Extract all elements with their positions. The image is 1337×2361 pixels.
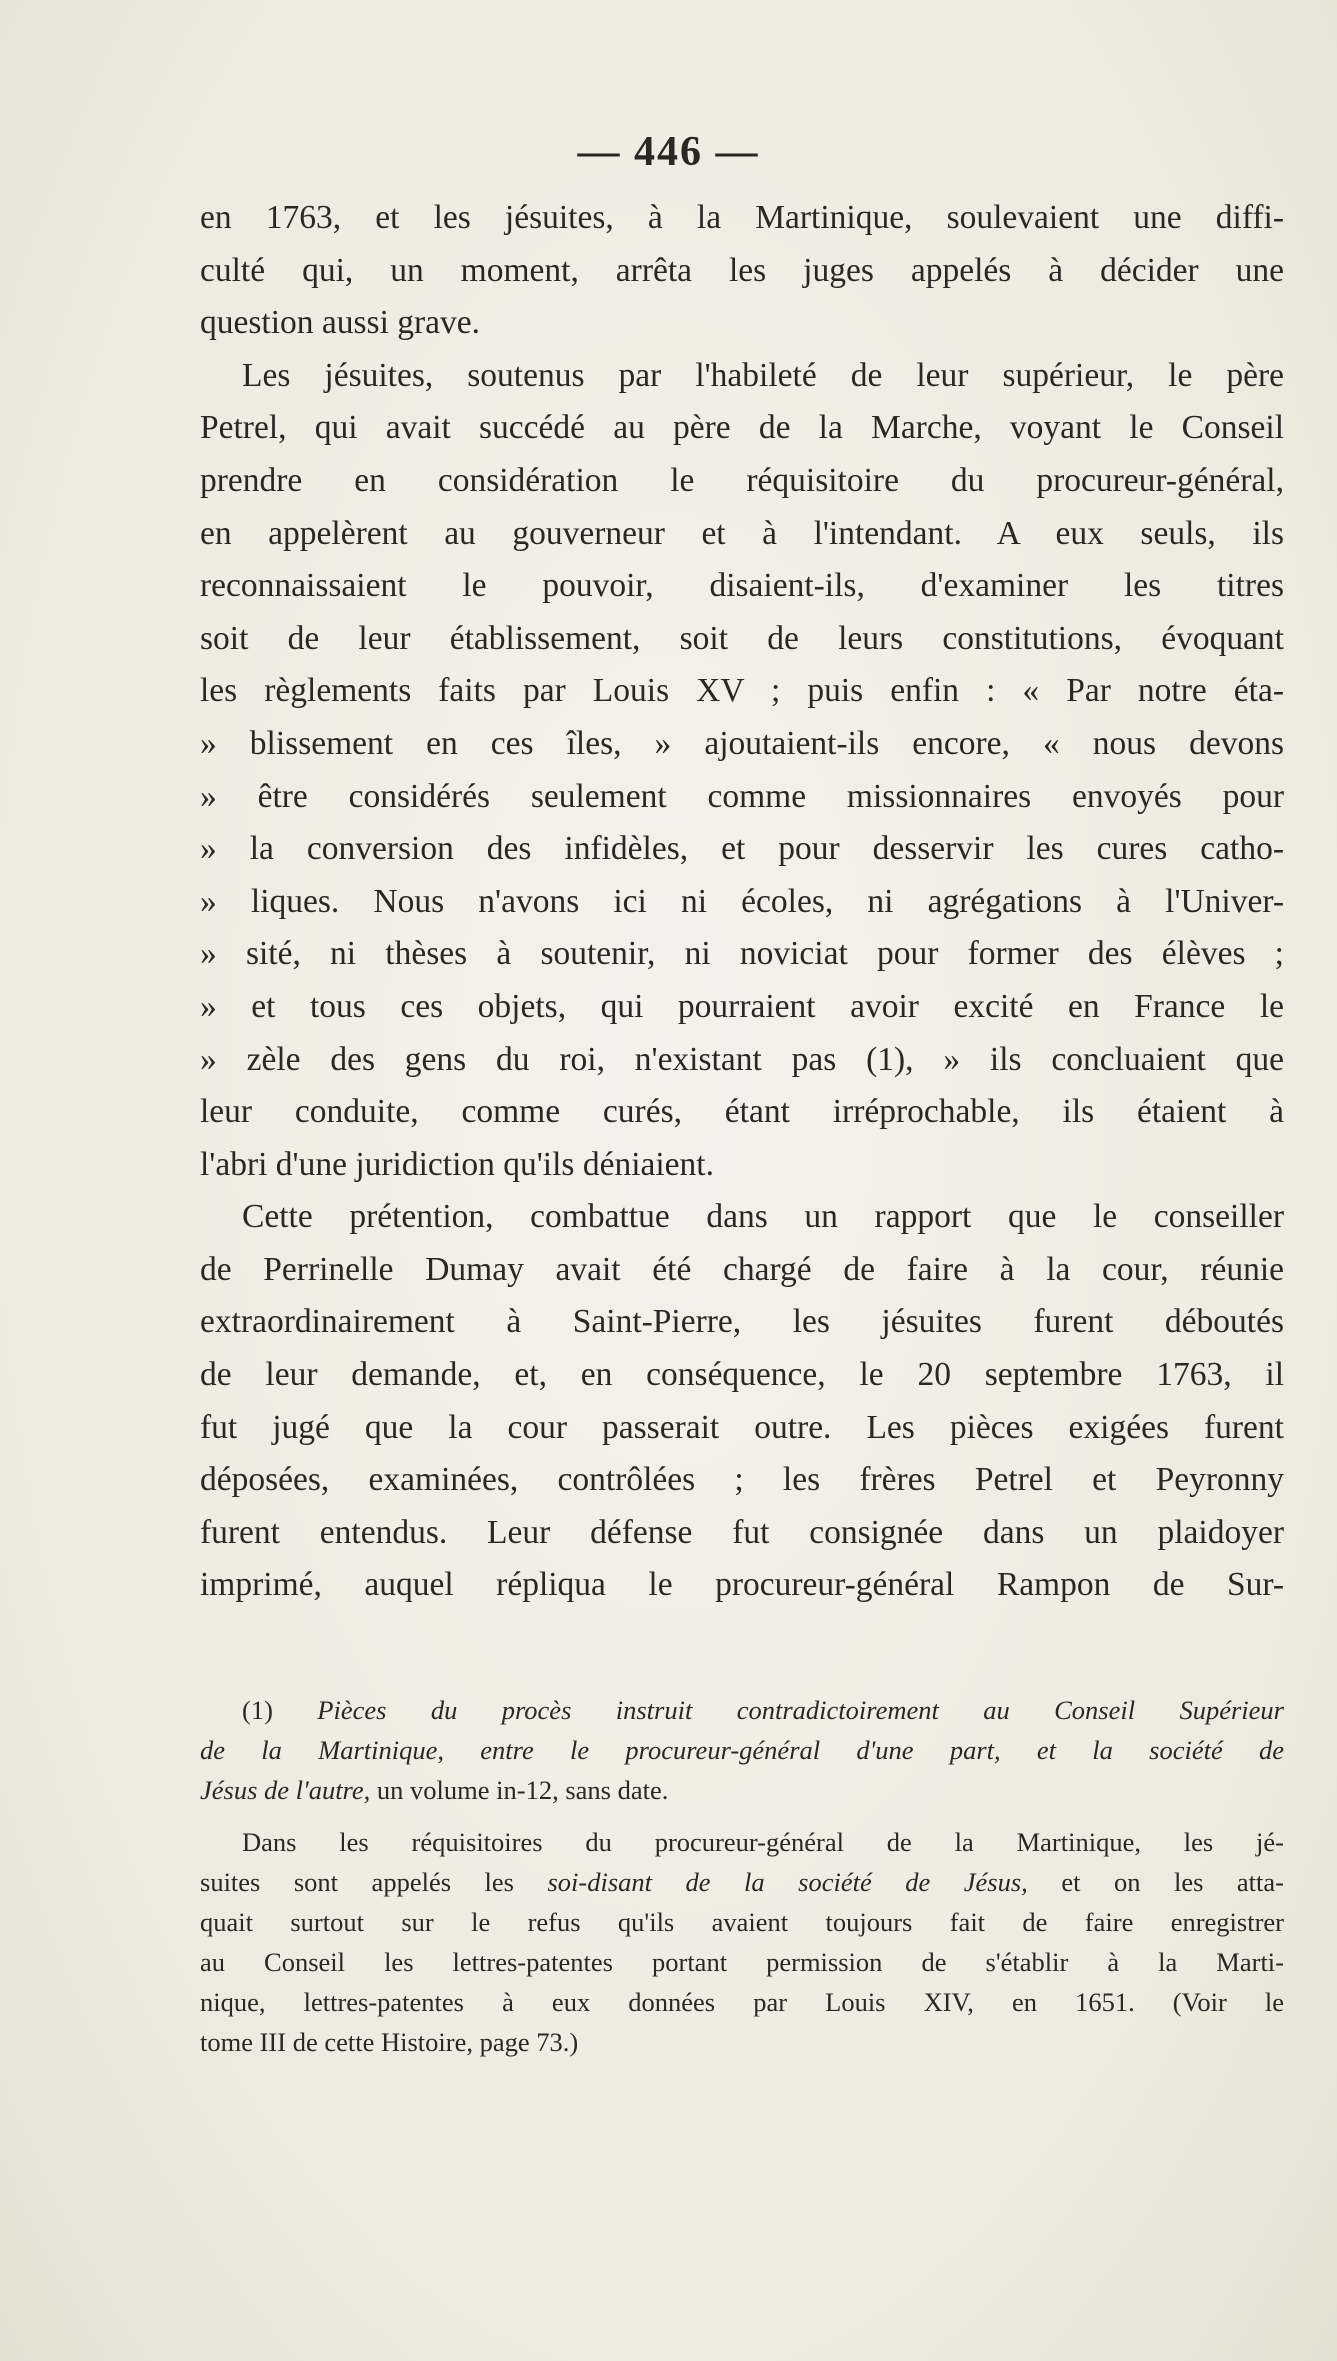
footnote-line (200, 1942, 1284, 1982)
text-line: les règlements faits par Louis XV ; puis enfin : « Par notre éta- (200, 672, 1284, 710)
page-number: — 446 — (577, 129, 760, 175)
footnote-text: (1) (242, 1695, 318, 1725)
footnote-line (200, 1982, 1284, 2022)
text-line: fut jugé que la cour passerait outre. Les pièces exigées furent (200, 1408, 1284, 1446)
footnote-line (200, 1862, 1284, 1902)
footnote-text: tome III de cette Histoire, page 73.) (200, 2027, 579, 2057)
footnote-text: quait surtout sur le refus qu'ils avaient toujours fait de faire enregistrer (200, 1907, 1284, 1937)
italic-text: Pièces du procès instruit contradictoirement au Conseil Supérieur (317, 1695, 1284, 1725)
text-line: déposées, examinées, contrôlées ; les frères Petrel et Peyronny (200, 1461, 1284, 1499)
text-line: » sité, ni thèses à soutenir, ni noviciat pour former des élèves ; (200, 935, 1284, 973)
text-line: Cette prétention, combattue dans un rapport que le conseiller (242, 1198, 1284, 1236)
text-line: culté qui, un moment, arrêta les juges appelés à décider une (200, 251, 1284, 289)
text-line: furent entendus. Leur défense fut consignée dans un plaidoyer (200, 1513, 1284, 1551)
text-line: de Perrinelle Dumay avait été chargé de faire à la cour, réunie (200, 1250, 1284, 1288)
footnote-text: nique, lettres-patentes à eux données par Louis XIV, en 1651. (Voir le (200, 1987, 1284, 2017)
text-line: leur conduite, comme curés, étant irréprochable, ils étaient à (200, 1093, 1284, 1131)
text-line: reconnaissaient le pouvoir, disaient-ils, d'examiner les titres (200, 567, 1284, 605)
text-line: » zèle des gens du roi, n'existant pas (1), » ils concluaient que (200, 1040, 1284, 1078)
text-line: » blissement en ces îles, » ajoutaient-ils encore, « nous devons (200, 724, 1284, 762)
italic-text: Jésus de l'autre, (200, 1775, 371, 1805)
text-line: de leur demande, et, en conséquence, le 20 septembre 1763, il (200, 1356, 1284, 1394)
text-line: Les jésuites, soutenus par l'habileté de leur supérieur, le père (242, 356, 1284, 394)
text-line: en appelèrent au gouverneur et à l'intendant. A eux seuls, ils (200, 514, 1284, 552)
text-line: » liques. Nous n'avons ici ni écoles, ni agrégations à l'Univer- (200, 882, 1284, 920)
text-line: extraordinairement à Saint-Pierre, les jésuites furent déboutés (200, 1303, 1284, 1341)
footnote-text: suites sont appelés les (200, 1867, 548, 1897)
footnote-line (200, 1902, 1284, 1942)
footnote-text: et on les atta- (1027, 1867, 1284, 1897)
footnote-line (200, 1730, 1284, 1770)
footnote (200, 1690, 1284, 2062)
footnote-text: au Conseil les lettres-patentes portant permission de s'établir à la Marti- (200, 1947, 1284, 1977)
text-line: l'abri d'une juridiction qu'ils déniaient. (200, 1145, 714, 1183)
text-line: » être considérés seulement comme missionnaires envoyés pour (200, 777, 1284, 815)
italic-text: soi-disant de la société de Jésus, (547, 1867, 1028, 1897)
text-line: » et tous ces objets, qui pourraient avoir excité en France le (200, 987, 1284, 1025)
text-line: soit de leur établissement, soit de leurs constitutions, évoquant (200, 619, 1284, 657)
italic-text: de la Martinique, entre le procureur-général d'une part, et la société de (200, 1735, 1284, 1765)
text-line: imprimé, auquel répliqua le procureur-général Rampon de Sur- (200, 1566, 1284, 1604)
text-line: » la conversion des infidèles, et pour desservir les cures catho- (200, 830, 1284, 868)
footnote-line (200, 1770, 1284, 1810)
main-text (200, 192, 1284, 1612)
text-line: Petrel, qui avait succédé au père de la Marche, voyant le Conseil (200, 409, 1284, 447)
text-line: en 1763, et les jésuites, à la Martinique, soulevaient une diffi- (200, 199, 1284, 236)
footnote-line (200, 1822, 1284, 1862)
footnote-line (200, 1690, 1284, 1730)
footnote-text: un volume in-12, sans date. (370, 1775, 669, 1805)
text-line: prendre en considération le réquisitoire du procureur-général, (200, 461, 1284, 499)
footnote-line (200, 2022, 1284, 2062)
footnote-text: Dans les réquisitoires du procureur-général de la Martinique, les jé- (242, 1827, 1284, 1857)
text-line: question aussi grave. (200, 304, 481, 342)
